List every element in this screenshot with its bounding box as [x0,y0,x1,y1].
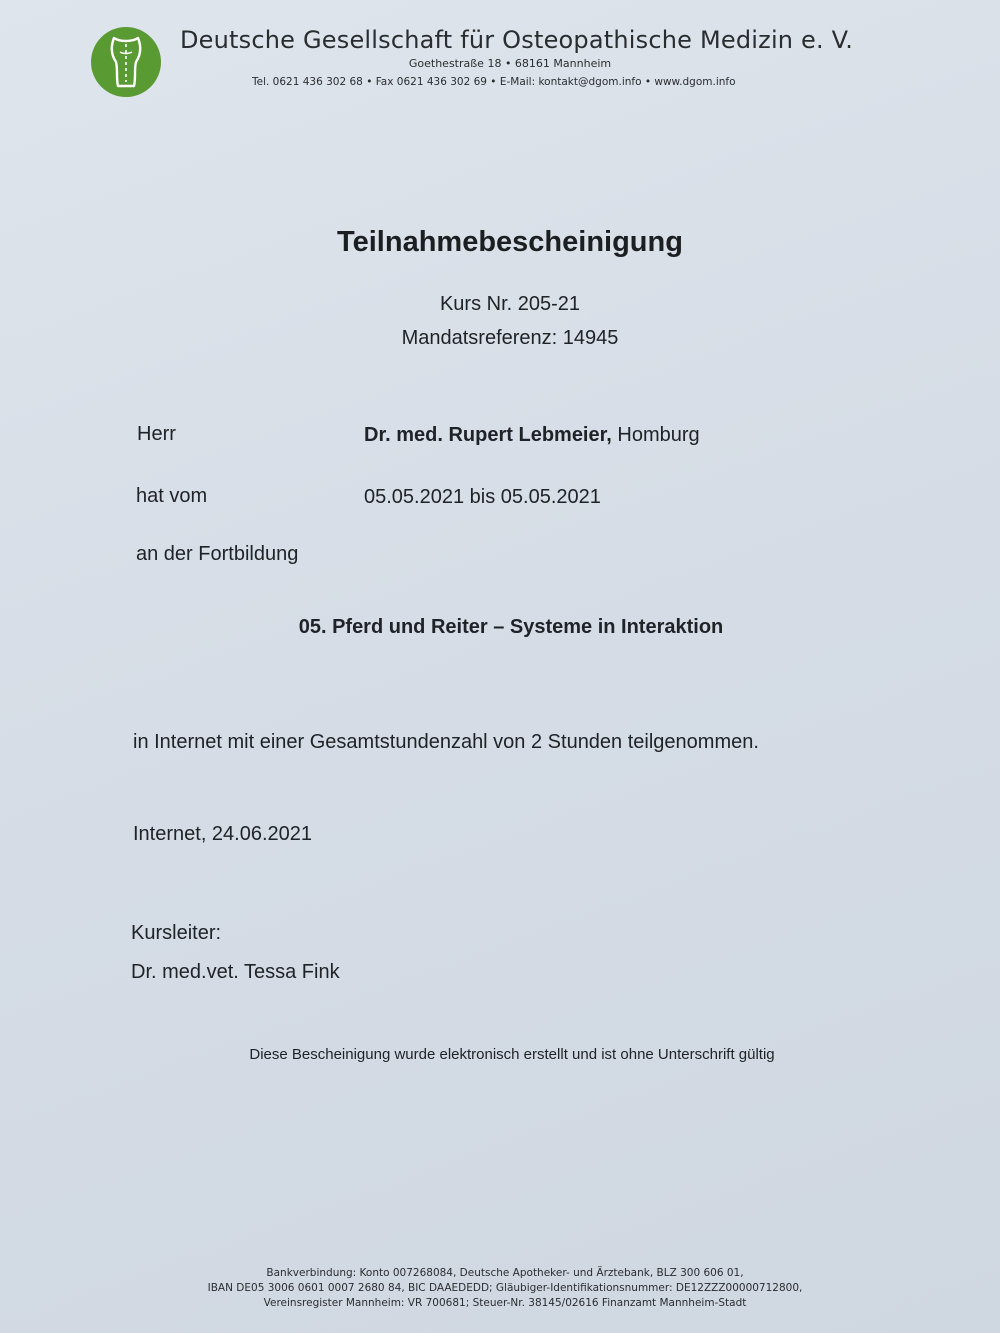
footer-line-register: Vereinsregister Mannheim: VR 700681; Steuer-Nr. 38145/02616 Finanzamt Mannheim-Stadt [263,1297,747,1309]
participant-city: Homburg [611,424,700,446]
course-title: 05. Pferd und Reiter – Systeme in Interaktion [298,616,724,638]
place-and-date: Internet, 24.06.2021 [133,823,313,845]
footer-line-bank: Bankverbindung: Konto 007268084, Deutsche Apotheker- und Ärztebank, BLZ 300 606 01, [266,1267,744,1279]
participation-statement: in Internet mit einer Gesamtstundenzahl von 2 Stunden teilgenommen. [133,731,759,753]
organization-contact: Tel. 0621 436 302 68 • Fax 0621 436 302 69 • E-Mail: kontakt@dgom.info • www.dgom.info [252,76,736,88]
document-title: Teilnahmebescheinigung [337,226,683,258]
course-leader-name: Dr. med.vet. Tessa Fink [131,961,340,983]
period-value: 05.05.2021 bis 05.05.2021 [364,486,601,508]
salutation-label: Herr [137,423,176,445]
electronic-signature-note: Diese Bescheinigung wurde elektronisch erstellt und ist ohne Unterschrift gültig [249,1046,775,1063]
participant-line [364,424,700,447]
course-number: Kurs Nr. 205-21 [439,293,581,315]
organization-address: Goethestraße 18 • 68161 Mannheim [408,57,612,70]
bank-footer [0,1266,1000,1311]
training-label: an der Fortbildung [136,543,299,565]
mandate-reference: Mandatsreferenz: 14945 [401,327,619,349]
participant-name: Dr. med. Rupert Lebmeier, [364,424,612,446]
footer-line-iban: IBAN DE05 3006 0601 0007 2680 84, BIC DAAEDEDD; Gläubiger-Identifikationsnummer: DE12ZZZ00000712800, [207,1282,803,1294]
period-label: hat vom [136,485,208,507]
course-leader-label: Kursleiter: [131,922,222,944]
organization-name: Deutsche Gesellschaft für Osteopathische Medizin e. V. [180,26,854,54]
